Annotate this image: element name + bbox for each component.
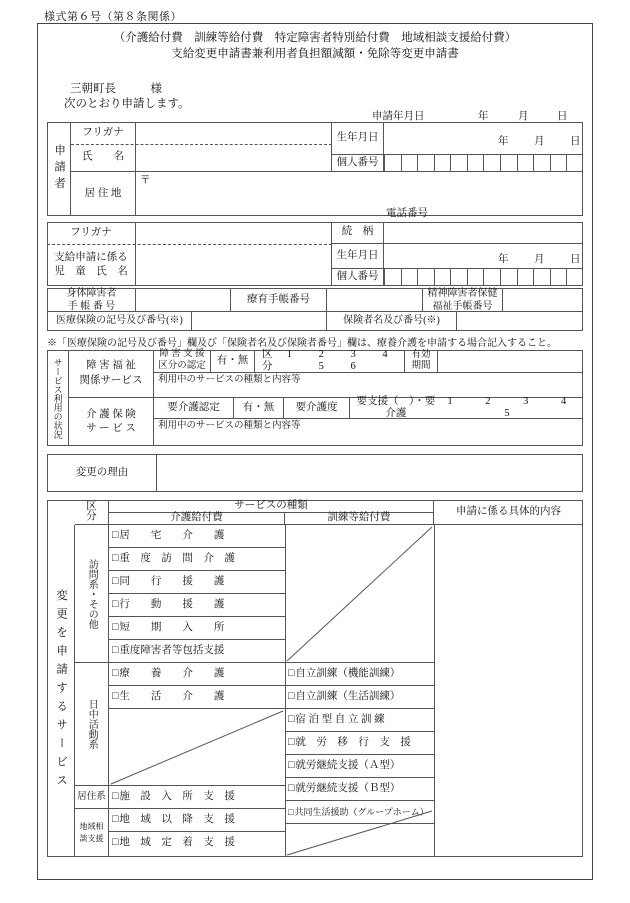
training-service-checkbox-row[interactable] [285,755,434,778]
checkbox-icon[interactable]: □ [112,552,119,564]
physical-cert-label-line2: 手 帳 番 号 [67,301,116,312]
disability-cert-label [154,350,211,373]
applicant-mynumber-cell[interactable] [434,155,451,171]
child-furigana-label: フリガナ [47,222,136,244]
welfare-in-use-field[interactable] [154,373,583,398]
checkbox-icon[interactable]: □ [112,813,119,825]
child-name-label-line1: 支給申請に係る [54,251,128,263]
care-empty-slash-middle [109,709,285,786]
care-benefit-header: 介護給付費 [109,513,285,525]
change-reason-field[interactable] [157,454,583,492]
training-service-checkbox-row[interactable] [285,663,434,686]
applicant-mynumber-cell[interactable] [467,155,484,171]
child-birth-day: 日 [570,254,581,265]
insurer-field[interactable] [457,312,583,331]
addressee: 三朝町長 様 [70,83,162,95]
care-support-group[interactable] [350,395,583,419]
care-service-label: 地 域 以 降 支 援 [119,813,235,825]
care-service-label: 療 養 介 護 [119,667,225,679]
insurance-symbol-label: 医療保険の記号及び番号(※) [47,312,192,331]
care-service-checkbox-row[interactable] [109,832,285,855]
child-name-label-line2: 児 童 氏 名 [54,266,128,277]
care-insurance-label [69,398,154,446]
insurance-note: ※「医療保険の記号及び番号」欄及び「保険者名及び保険者番号」欄は、療養介護を申請する場合記入すること。 [47,338,557,349]
applicant-mynumber-cell[interactable] [550,155,567,171]
training-service-label: 就労継続支援（Ａ型） [295,759,401,771]
division-header-line2: 分 [86,511,97,522]
change-reason-label: 変更の理由 [47,454,157,492]
insurer-label: 保険者名及び番号(※) [327,312,457,331]
applicant-furigana-label: フリガナ [71,122,136,144]
care-service-label: 重度障害者等包括支援 [119,644,225,656]
checkbox-icon[interactable]: □ [112,667,119,679]
applicant-birth-field[interactable] [384,122,583,155]
care-level-numbers[interactable]: 1 2 3 4 5 [447,395,582,419]
applicant-furigana-divider [71,144,332,145]
checkbox-icon[interactable]: □ [112,690,119,702]
checkbox-icon[interactable]: □ [288,759,295,771]
mental-cert-label [423,288,503,312]
care-service-checkbox-row[interactable] [109,571,285,594]
form-title-line1: （介護給付費 訓練等給付費 特定障害者特別給付費 地域相談支援給付費） [113,32,517,44]
care-cert-yesno[interactable]: 有・無 [234,398,284,419]
child-mynumber-cell[interactable] [417,269,434,286]
training-service-label: 就労継続支援（Ｂ型） [295,782,401,794]
insurance-symbol-field[interactable] [192,312,327,331]
child-relation-field[interactable] [384,222,583,244]
welfare-service-label [69,350,154,398]
child-name-field[interactable] [136,222,332,286]
checkbox-icon[interactable]: □ [288,667,295,679]
checkbox-icon[interactable]: □ [288,736,295,748]
child-mynumber-cell[interactable] [566,269,583,286]
application-date-label: 申請年月日 [372,111,425,122]
application-date-month: 月 [518,111,529,122]
applicant-mynumber-cell[interactable] [533,155,550,171]
disability-division-numbers[interactable]: 1 2 3 4 5 6 [286,348,400,372]
applicant-mynumber-cells[interactable] [384,155,583,172]
applicant-name-field[interactable] [136,122,332,172]
training-service-checkbox-row[interactable] [285,686,434,709]
care-service-checkbox-row[interactable] [109,548,285,571]
training-service-label: 宿 泊 型 自 立 訓 練 [295,713,385,725]
training-service-label: 自立訓練（機能訓練） [295,667,401,679]
disability-cert-label-line2: 区分の認定 [158,361,206,371]
details-field[interactable] [434,525,583,857]
disability-cert-yesno[interactable]: 有・無 [211,350,255,373]
mental-cert-field[interactable] [503,288,583,312]
care-service-label: 重 度 訪 問 介 護 [119,552,235,564]
child-mynumber-cell[interactable] [384,269,401,286]
care-service-checkbox-row[interactable] [109,640,285,663]
training-service-label: 共同生活援助（グループホーム） [294,806,429,817]
postal-mark: 〒 [140,175,151,186]
services-side-label: 変更を申請するサービス [47,525,75,857]
applicant-mynumber-cell[interactable] [417,155,434,171]
care-service-checkbox-row[interactable] [109,617,285,640]
child-birth-month: 月 [534,254,545,265]
care-service-checkbox-row[interactable] [109,594,285,617]
checkbox-icon[interactable]: □ [112,529,119,541]
group-label-regional-line1: 地域相 [79,822,104,831]
care-service-label: 施 設 入 所 支 援 [119,790,235,802]
checkbox-icon[interactable]: □ [112,621,119,633]
service-status-side-label: サービス利用の状況 [47,350,69,446]
care-service-checkbox-row[interactable] [109,525,285,548]
applicant-birth-month: 月 [534,136,545,147]
care-service-checkbox-row[interactable] [109,663,285,686]
physical-cert-label-line1: 身体障害者 [66,288,117,299]
group-label-regional [75,809,109,857]
care-service-label: 生 活 介 護 [119,690,225,702]
child-mynumber-cell[interactable] [401,269,418,286]
applicant-side-label: 申請者 [47,122,71,216]
training-service-checkbox-row[interactable] [285,732,434,755]
training-service-checkbox-row[interactable] [285,709,434,732]
child-mynumber-cell[interactable] [450,269,467,286]
child-mynumber-cell[interactable] [517,269,534,286]
child-birth-field[interactable] [384,244,583,269]
care-service-checkbox-row[interactable] [109,786,285,809]
training-service-label: 自立訓練（生活訓練） [295,690,401,702]
child-mynumber-cell[interactable] [500,269,517,286]
care-service-label: 同 行 援 護 [119,575,225,587]
care-in-use-label: 利用中のサービスの種類と内容等 [158,421,301,431]
training-empty-slash-bottom [285,806,434,857]
applicant-mynumber-label: 個人番号 [332,155,384,172]
applicant-mynumber-cell[interactable] [500,155,517,171]
child-mynumber-cell[interactable] [550,269,567,286]
child-mynumber-cell[interactable] [434,269,451,286]
care-insurance-label-line2: サ ー ビ ス [86,423,136,434]
applicant-mynumber-cell[interactable] [483,155,500,171]
statement: 次のとおり申請します。 [64,98,190,110]
applicant-name-label: 氏 名 [71,144,136,172]
ryouiku-cert-field[interactable] [327,288,423,312]
group-label-regional-line2: 談支援 [79,834,104,843]
care-support-label: 要支援（ ）・要介護 [356,395,436,419]
care-service-label: 地 域 定 着 支 援 [119,837,235,849]
division-header [75,500,109,525]
validity-period-label-line2: 期間 [411,361,431,371]
group-label-residential: 居住系 [75,786,109,809]
checkbox-icon[interactable]: □ [112,790,119,802]
applicant-address-label: 居 住 地 [71,172,136,216]
applicant-birth-year: 年 [498,136,509,147]
child-mynumber-label: 個人番号 [332,269,384,286]
training-empty-slash-top [285,525,434,663]
details-header: 申請に係る具体的内容 [434,500,583,525]
care-cert-label: 要介護認定 [154,398,234,419]
applicant-address-field[interactable] [136,172,583,216]
validity-period-label-line1: 有効 [411,349,431,360]
applicant-mynumber-cell[interactable] [566,155,583,171]
child-furigana-divider [47,244,332,245]
welfare-service-label-line2: 関係サービス [79,374,143,386]
care-insurance-label-line1: 介 護 保 険 [86,408,136,420]
form-title-line2: 支給変更申請書兼利用者負担額減額・免除等変更申請書 [171,48,459,60]
application-date-year: 年 [478,111,489,122]
service-type-header: サービスの種類 [109,500,434,513]
physical-cert-label [47,288,136,312]
checkbox-icon[interactable]: □ [288,713,295,725]
care-service-checkbox-row[interactable] [109,809,285,832]
applicant-mynumber-cell[interactable] [450,155,467,171]
child-mynumber-cell[interactable] [483,269,500,286]
validity-period-field[interactable] [438,350,583,373]
disability-division-label: 区分 [261,348,273,372]
group-label-daytime: 日中活動系 [75,663,109,786]
checkbox-icon[interactable]: □ [112,837,119,849]
care-service-checkbox-row[interactable] [109,686,285,709]
training-service-label: 就 労 移 行 支 援 [295,736,411,748]
checkbox-icon[interactable]: □ [112,598,119,610]
application-date-day: 日 [557,111,568,122]
training-benefit-header: 訓練等給付費 [285,513,434,525]
applicant-birth-day: 日 [570,136,581,147]
child-mynumber-cell[interactable] [533,269,550,286]
validity-period-label [405,350,438,373]
applicant-mynumber-cell[interactable] [517,155,534,171]
child-relation-label: 続 柄 [332,222,384,244]
child-birth-label: 生年月日 [332,244,384,269]
child-birth-year: 年 [498,254,509,265]
child-mynumber-cell[interactable] [467,269,484,286]
applicant-mynumber-cell[interactable] [401,155,418,171]
child-mynumber-cells[interactable] [384,269,583,286]
form-number: 様式第６号（第８条関係） [44,11,182,23]
welfare-in-use-label: 利用中のサービスの種類と内容等 [158,375,301,385]
care-level-label: 要介護度 [284,398,350,419]
checkbox-icon[interactable]: □ [288,782,295,794]
applicant-mynumber-cell[interactable] [384,155,401,171]
physical-cert-field[interactable] [136,288,231,312]
care-service-label: 行 動 援 護 [119,598,225,610]
mental-cert-label-line2: 福祉手帳番号 [432,301,493,312]
training-service-checkbox-row[interactable] [285,778,434,801]
group-label-visit: 訪問系・その他 [75,525,109,663]
division-header-line1: 区 [86,500,97,512]
checkbox-icon[interactable]: □ [288,806,294,817]
care-service-label: 短 期 入 所 [119,621,225,633]
child-name-label [47,244,136,286]
applicant-birth-label: 生年月日 [332,122,384,155]
checkbox-icon[interactable]: □ [112,575,119,587]
checkbox-icon[interactable]: □ [112,644,119,656]
care-service-label: 居 宅 介 護 [119,529,225,541]
disability-cert-label-line1: 障 害 支 援 [159,349,205,360]
disability-division-group[interactable] [255,350,405,373]
mental-cert-label-line1: 精神障害者保健 [427,288,498,299]
checkbox-icon[interactable]: □ [288,690,295,702]
care-in-use-field[interactable] [154,419,583,446]
welfare-service-label-line1: 障 害 福 祉 [86,360,136,372]
ryouiku-cert-label: 療育手帳番号 [231,288,327,312]
applicant-phone-label: 電話番号 [386,208,428,219]
